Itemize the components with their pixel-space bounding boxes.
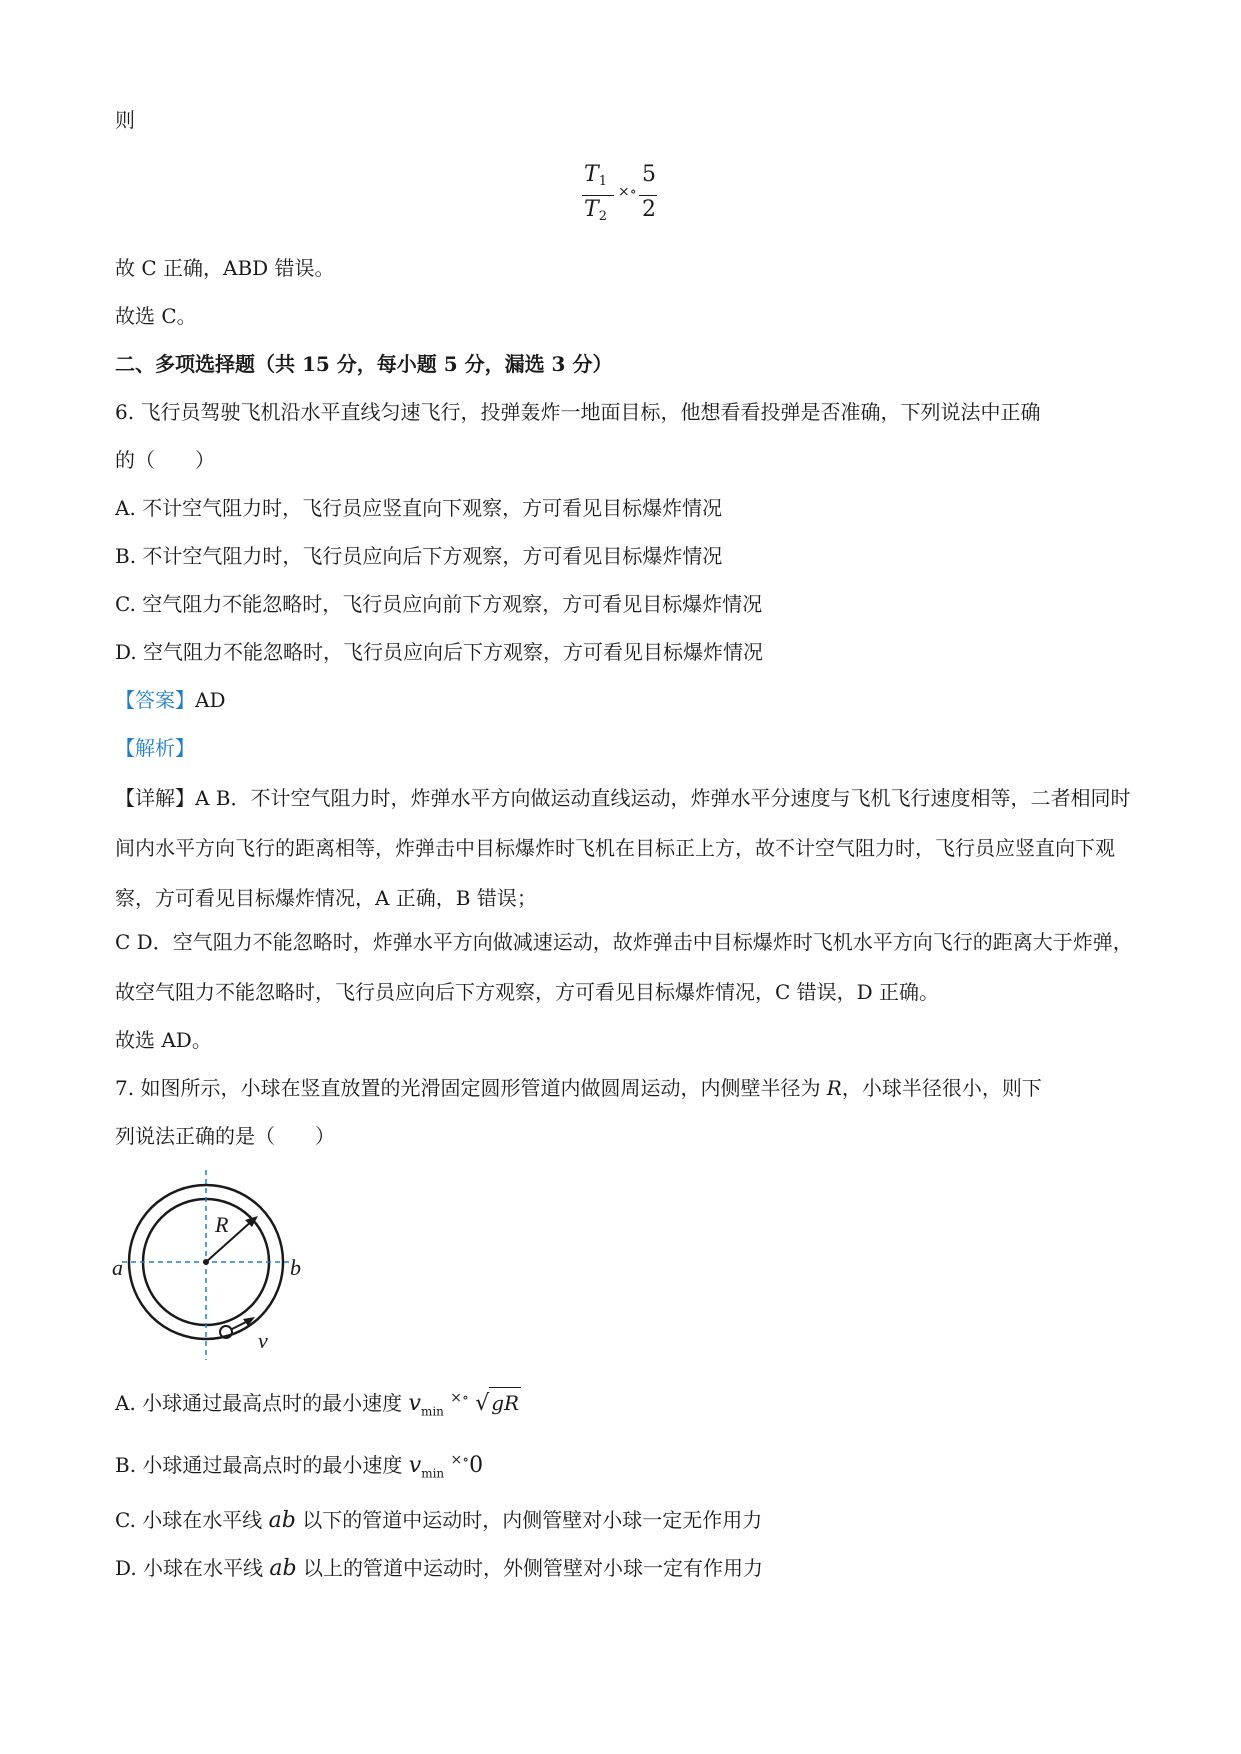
section-heading: 二、多项选择题（共 15 分，每小题 5 分，漏选 3 分） [115,352,613,376]
frac-rhs-num: 5 [642,162,656,187]
frac-num: $T_1$ [584,162,607,189]
label-b: b [290,1255,301,1280]
analysis-label: 【解析】 [115,736,195,760]
frac-rhs-bar [639,195,657,196]
label-a: a [112,1255,123,1280]
frac-rhs-den: 2 [642,197,656,222]
frac-bar [582,195,614,196]
q6-option-d: D. 空气阻力不能忽略时，飞行员应向后下方观察，方可看见目标爆炸情况 [115,640,764,664]
radius-line [206,1220,253,1262]
sqrt-gr: gR [489,1387,521,1418]
q6-choice: 故选 AD。 [115,1028,212,1052]
q6-option-c: C. 空气阻力不能忽略时，飞行员应向前下方观察，方可看见目标爆炸情况 [115,592,763,616]
q7-option-c: C. 小球在水平线 ab 以下的管道中运动时，内侧管壁对小球一定无作用力 [115,1508,763,1533]
vmin-a: $v_{min}$ [408,1391,444,1419]
text-ze: 则 [115,108,135,132]
detail-label: 【详解】 [115,786,195,810]
label-r: R [215,1212,229,1237]
q7-stem-line1: 7. 如图所示，小球在竖直放置的光滑固定圆形管道内做圆周运动，内侧壁半径为 R，小球半径很小，则下 [115,1076,1042,1100]
vmin-b: $v_{min}$ [408,1453,445,1481]
answer-label: 【答案】 [115,688,195,712]
q6-detail-cd: C D．空气阻力不能忽略时，炸弹水平方向做减速运动，故炸弹击中目标爆炸时飞机水平方向飞行的距离大于炸弹，故空气阻力不能忽略时，飞行员应向后下方观察，方可看见目标爆炸情况，C 错误，D 正确。 [115,930,1133,1004]
q6-stem-line2: 的（ ） [115,448,215,472]
sqrt-symbol: √ [475,1391,490,1416]
q6-answer [115,686,225,714]
q6-detail-ab: 【详解】A B．不计空气阻力时，炸弹水平方向做运动直线运动，炸弹水平分速度与飞机飞行速度相等，二者相同时间内水平方向飞行的距离相等，炸弹击中目标爆炸时飞机在目标正上方，故不计空气阻力时，飞行员应竖直向下观察，方可看见目标爆炸情况，A 正确，B 错误； [115,786,1131,910]
label-v: v [258,1328,268,1353]
q7-stem-line2: 列说法正确的是（ ） [115,1124,335,1148]
q6-option-a: A. 不计空气阻力时，飞行员应竖直向下观察，方可看见目标爆炸情况 [115,496,723,520]
q5-conclusion: 故 C 正确，ABD 错误。 [115,256,335,280]
q7-option-a: A. 小球通过最高点时的最小速度 $v_{min}$ ×∘ √ gR [115,1383,521,1426]
q6-stem-line1: 6. 飞行员驾驶飞机沿水平直线匀速飞行，投弹轰炸一地面目标，他想看看投弹是否准确，下列说法中正确 [115,400,1041,424]
fraction-t1-t2 [582,162,702,228]
q6-option-b: B. 不计空气阻力时，飞行员应向后下方观察，方可看见目标爆炸情况 [115,544,723,568]
frac-den: $T_2$ [584,197,607,224]
q5-choice: 故选 C。 [115,304,197,328]
q7-option-d: D. 小球在水平线 ab 以上的管道中运动时，外侧管壁对小球一定有作用力 [115,1556,763,1581]
frac-relation: ×∘ [618,184,637,200]
q7-option-b: B. 小球通过最高点时的最小速度 $v_{min}$ ×∘0 [115,1452,484,1481]
answer-value: AD [195,688,226,712]
circular-tube-diagram [112,1170,322,1370]
